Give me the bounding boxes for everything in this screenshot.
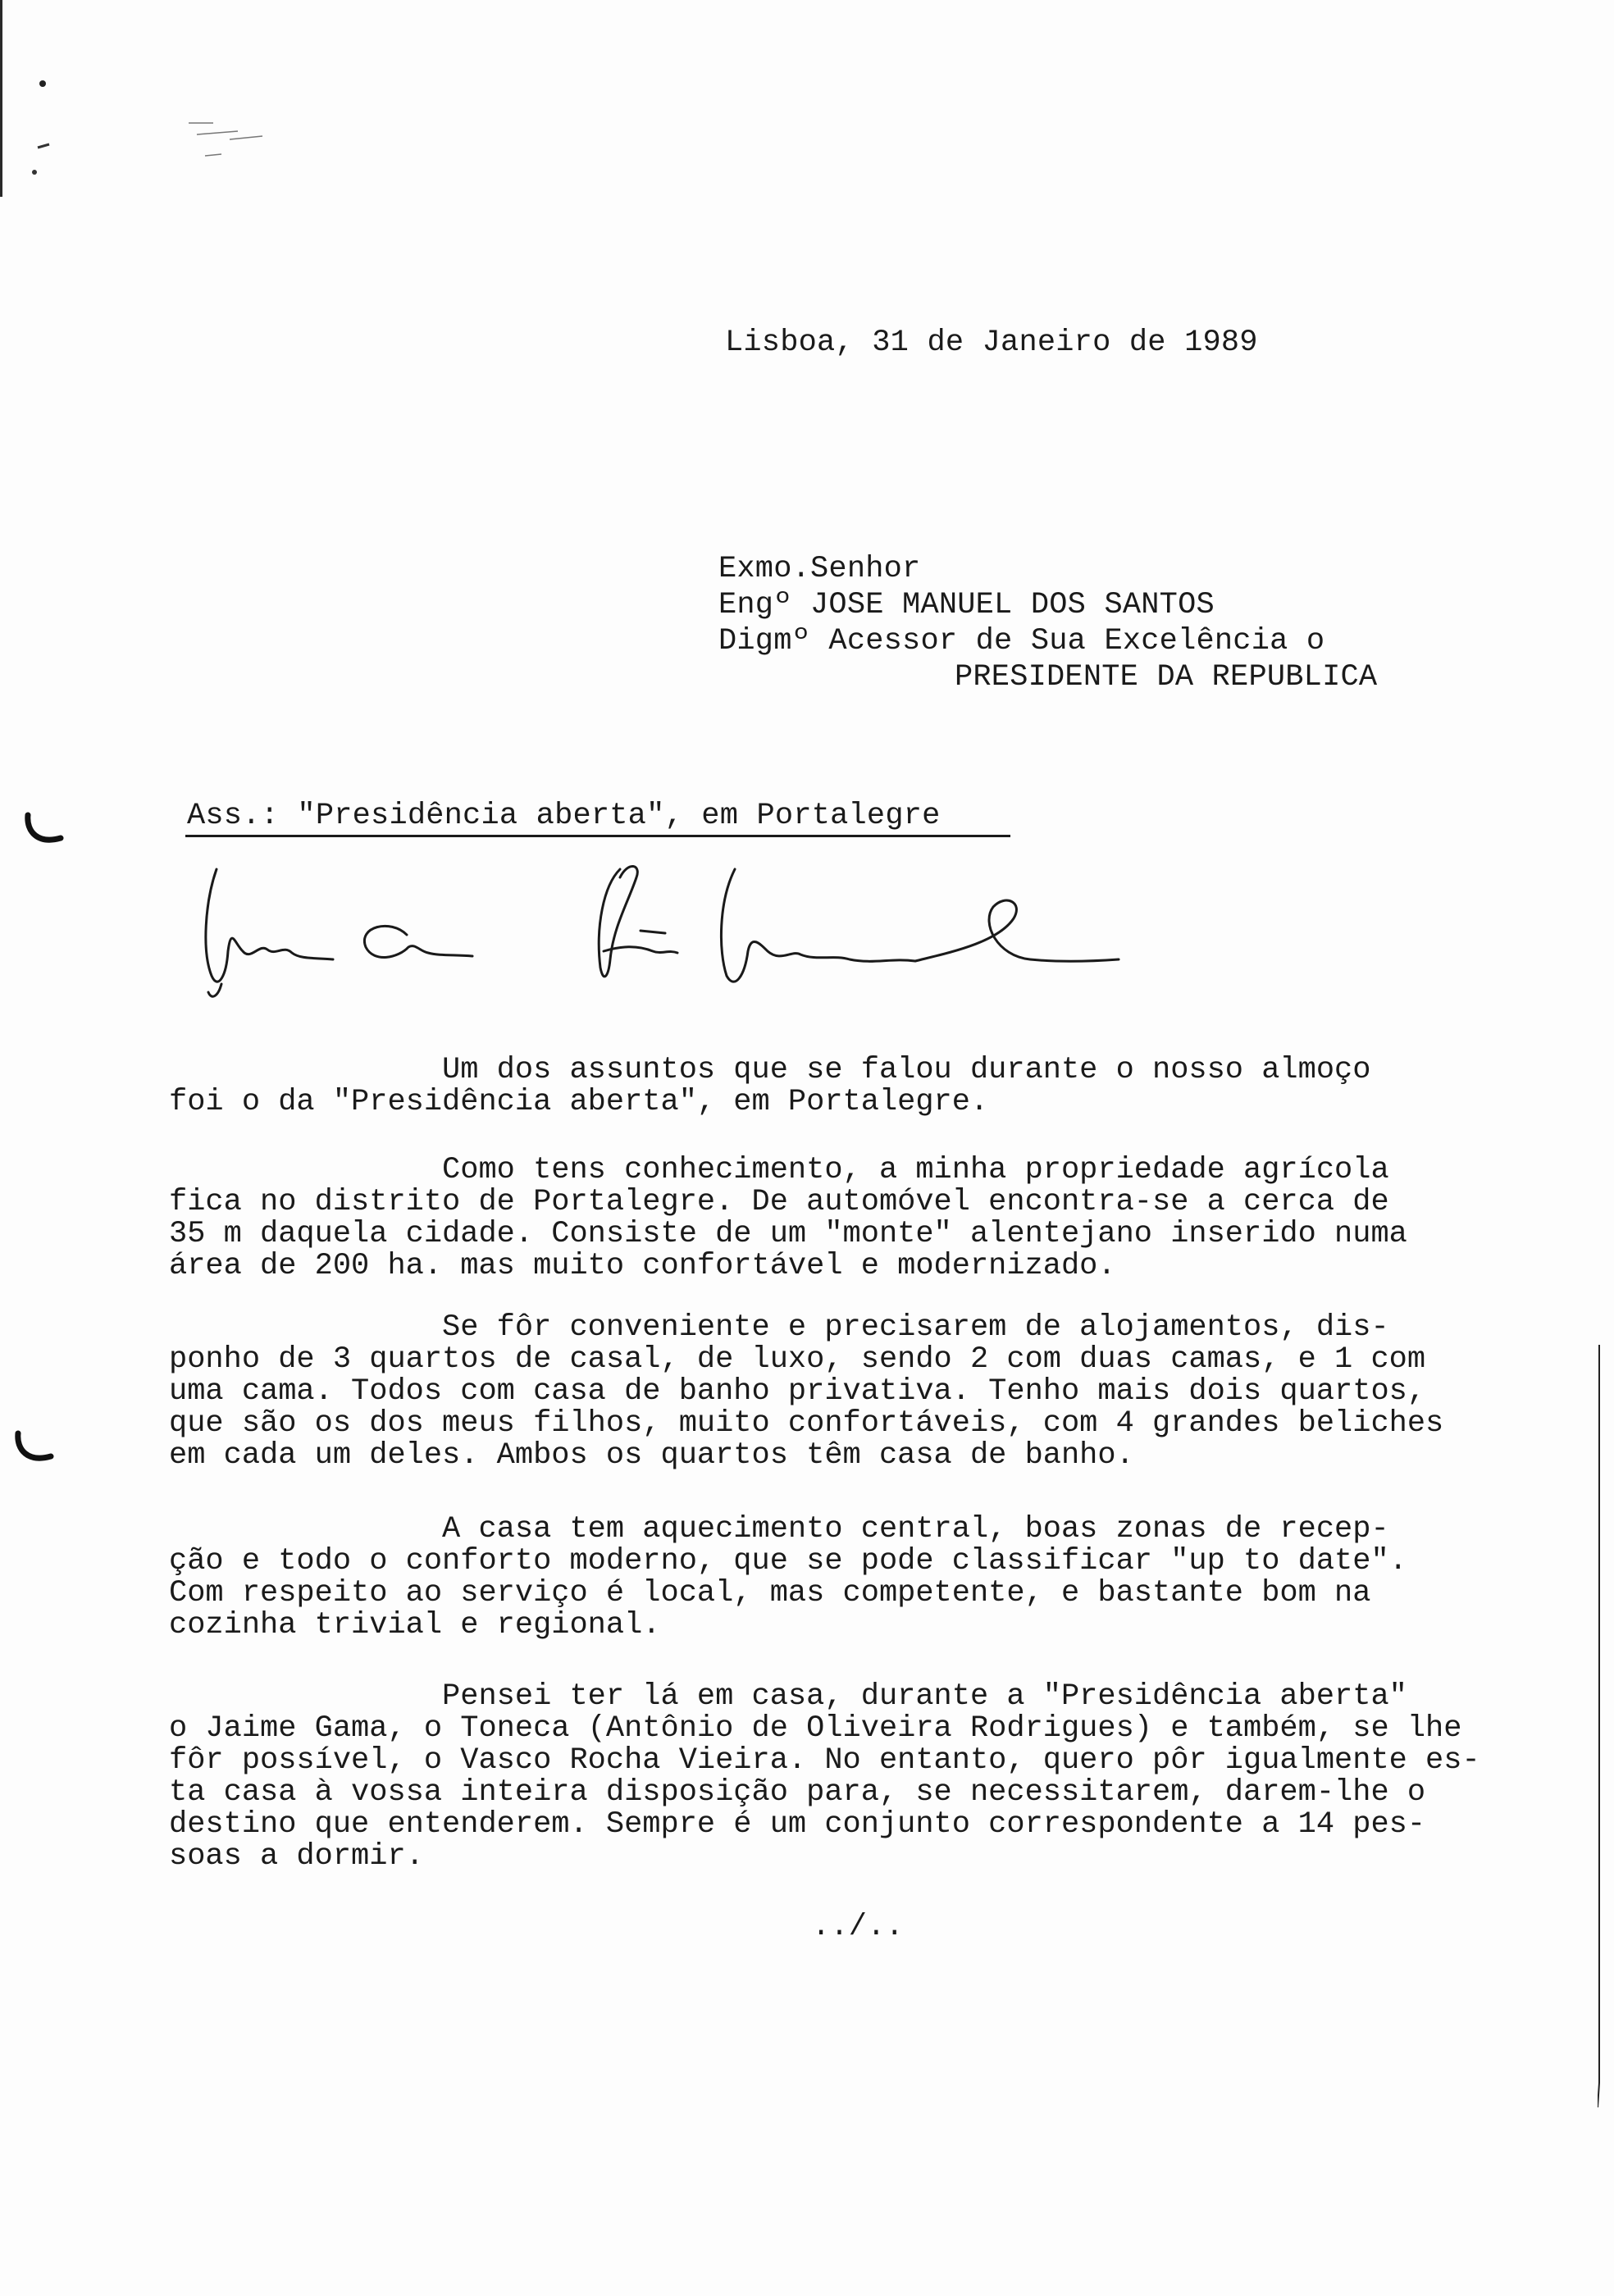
handwritten-salutation xyxy=(194,853,1120,1000)
paragraph-2-line-2: fica no distrito de Portalegre. De automóvel encontra-se a cerca de xyxy=(169,1185,1389,1219)
scan-specks xyxy=(25,66,287,197)
paragraph-3-line-1: Se fôr conveniente e precisarem de alojamentos, dis- xyxy=(169,1310,1389,1345)
paragraph-4-line-1: A casa tem aquecimento central, boas zonas de recep- xyxy=(169,1512,1389,1547)
paragraph-4-line-2: ção e todo o conforto moderno, que se pode classificar "up to date". xyxy=(169,1544,1407,1578)
paragraph-3-line-4: que são os dos meus filhos, muito confortáveis, com 4 grandes beliches xyxy=(169,1406,1444,1441)
paragraph-5-line-2: o Jaime Gama, o Toneca (Antônio de Oliveira Rodrigues) e também, se lhe xyxy=(169,1711,1462,1746)
paragraph-5-line-6: soas a dormir. xyxy=(169,1839,424,1874)
paragraph-1 xyxy=(169,1055,1563,1118)
addressee-line-2: Engº JOSE MANUEL DOS SANTOS xyxy=(718,588,1215,622)
paragraph-1-line-1: Um dos assuntos que se falou durante o nosso almoço xyxy=(169,1053,1371,1087)
paragraph-2-line-3: 35 m daquela cidade. Consiste de um "monte" alentejano inserido numa xyxy=(169,1217,1407,1251)
addressee-line-3: Digmº Acessor de Sua Excelência o xyxy=(718,624,1325,658)
paragraph-2-line-1: Como tens conhecimento, a minha propriedade agrícola xyxy=(169,1153,1389,1187)
letter-subject: Ass.: "Presidência aberta", em Portalegre xyxy=(187,799,941,833)
paragraph-3-line-2: ponho de 3 quartos de casal, de luxo, sendo 2 com duas camas, e 1 com xyxy=(169,1342,1426,1377)
paragraph-3 xyxy=(169,1312,1563,1472)
paragraph-1-line-2: foi o da "Presidência aberta", em Portalegre. xyxy=(169,1085,989,1119)
hole-punch-mark-bottom xyxy=(11,1425,61,1474)
addressee-line-1: Exmo.Senhor xyxy=(718,552,921,586)
paragraph-3-line-3: uma cama. Todos com casa de banho privativa. Tenho mais dois quartos, xyxy=(169,1374,1426,1409)
paragraph-5-line-5: destino que entenderem. Sempre é um conjunto correspondente a 14 pes- xyxy=(169,1807,1426,1842)
addressee-line-4: PRESIDENTE DA REPUBLICA xyxy=(955,660,1378,695)
paragraph-5 xyxy=(169,1681,1563,1873)
paragraph-2 xyxy=(169,1155,1563,1282)
letter-dateline: Lisboa, 31 de Janeiro de 1989 xyxy=(725,326,1258,360)
hole-punch-mark-top xyxy=(21,807,71,856)
scan-edge-mark xyxy=(0,0,2,197)
paragraph-5-line-3: fôr possível, o Vasco Rocha Vieira. No entanto, quero pôr igualmente es- xyxy=(169,1743,1480,1778)
paragraph-4-line-4: cozinha trivial e regional. xyxy=(169,1608,661,1642)
subject-underline xyxy=(185,835,1010,837)
paragraph-2-line-4: área de 200 ha. mas muito confortável e modernizado. xyxy=(169,1249,1116,1283)
paragraph-5-line-4: ta casa à vossa inteira disposição para, se necessitarem, darem-lhe o xyxy=(169,1775,1426,1810)
paragraph-4-line-3: Com respeito ao serviço é local, mas competente, e bastante bom na xyxy=(169,1576,1371,1610)
paragraph-5-line-1: Pensei ter lá em casa, durante a "Presidência aberta" xyxy=(169,1679,1407,1714)
paragraph-3-line-5: em cada um deles. Ambos os quartos têm casa de banho. xyxy=(169,1438,1134,1473)
continuation-mark: ../.. xyxy=(812,1910,905,1944)
right-scan-edge xyxy=(1598,1345,1601,2107)
paragraph-4 xyxy=(169,1514,1563,1642)
